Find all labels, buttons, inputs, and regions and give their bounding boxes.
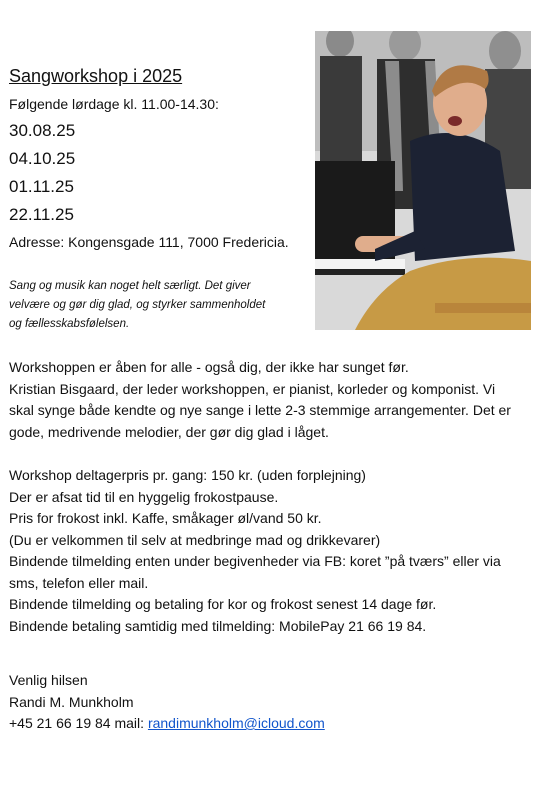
sender-name: Randi M. Munkholm: [9, 693, 134, 710]
contact-prefix: +45 21 66 19 84 mail:: [9, 715, 148, 731]
workshop-date: 22.11.25: [9, 205, 74, 224]
address: Adresse: Kongensgade 111, 7000 Fredericia.: [9, 234, 289, 250]
about-line: skal synge både kendte og nye sange i lette 2-3 stemmige arrangementer. Det er: [9, 402, 511, 418]
practical-line: Bindende betaling samtidig med tilmelding: MobilePay 21 66 19 84.: [9, 617, 427, 634]
workshop-date: 01.11.25: [9, 177, 74, 196]
about-line: gode, medrivende melodier, der gør dig glad i låget.: [9, 423, 329, 440]
schedule-subtitle: Følgende lørdage kl. 11.00-14.30:: [9, 96, 219, 112]
about-line: Kristian Bisgaard, der leder workshoppen, er pianist, korleder og komponist. Vi: [9, 380, 496, 397]
tagline-line: og fællesskabsfølelsen.: [9, 318, 130, 330]
contact-line: [9, 713, 539, 735]
workshop-date: 30.08.25: [9, 121, 76, 140]
tagline-line: velvære og gør dig glad, og styrker sammenholdet: [9, 299, 266, 311]
practical-line: sms, telefon eller mail.: [9, 574, 149, 591]
email-link[interactable]: randimunkholm@icloud.com: [147, 715, 325, 731]
tagline: [9, 277, 309, 334]
pianist-photo: [315, 31, 531, 330]
signoff-section: [9, 670, 539, 735]
practical-line: Pris for frokost inkl. Kaffe, småkager øl/vand 50 kr.: [9, 510, 322, 526]
greeting: Venlig hilsen: [9, 672, 88, 688]
practical-line: Bindende tilmelding og betaling for kor og frokost senest 14 dage før.: [9, 596, 437, 612]
about-line: Workshoppen er åben for alle - også dig, der ikke har sunget før.: [9, 359, 409, 375]
about-section: [9, 357, 539, 443]
practical-line: Workshop deltagerpris pr. gang: 150 kr. (uden forplejning): [9, 467, 366, 483]
practical-line: Bindende tilmelding enten under begivenheder via FB: koret ”på tværs” eller via: [9, 553, 501, 569]
practical-line: Der er afsat tid til en hyggelig frokostpause.: [9, 488, 279, 505]
workshop-date: 04.10.25: [9, 149, 76, 168]
practical-line: (Du er velkommen til selv at medbringe mad og drikkevarer): [9, 531, 381, 548]
practical-info-section: [9, 465, 539, 637]
tagline-line: Sang og musik kan noget helt særligt. Det giver: [9, 280, 251, 292]
page-title: Sangworkshop i 2025: [9, 66, 183, 86]
